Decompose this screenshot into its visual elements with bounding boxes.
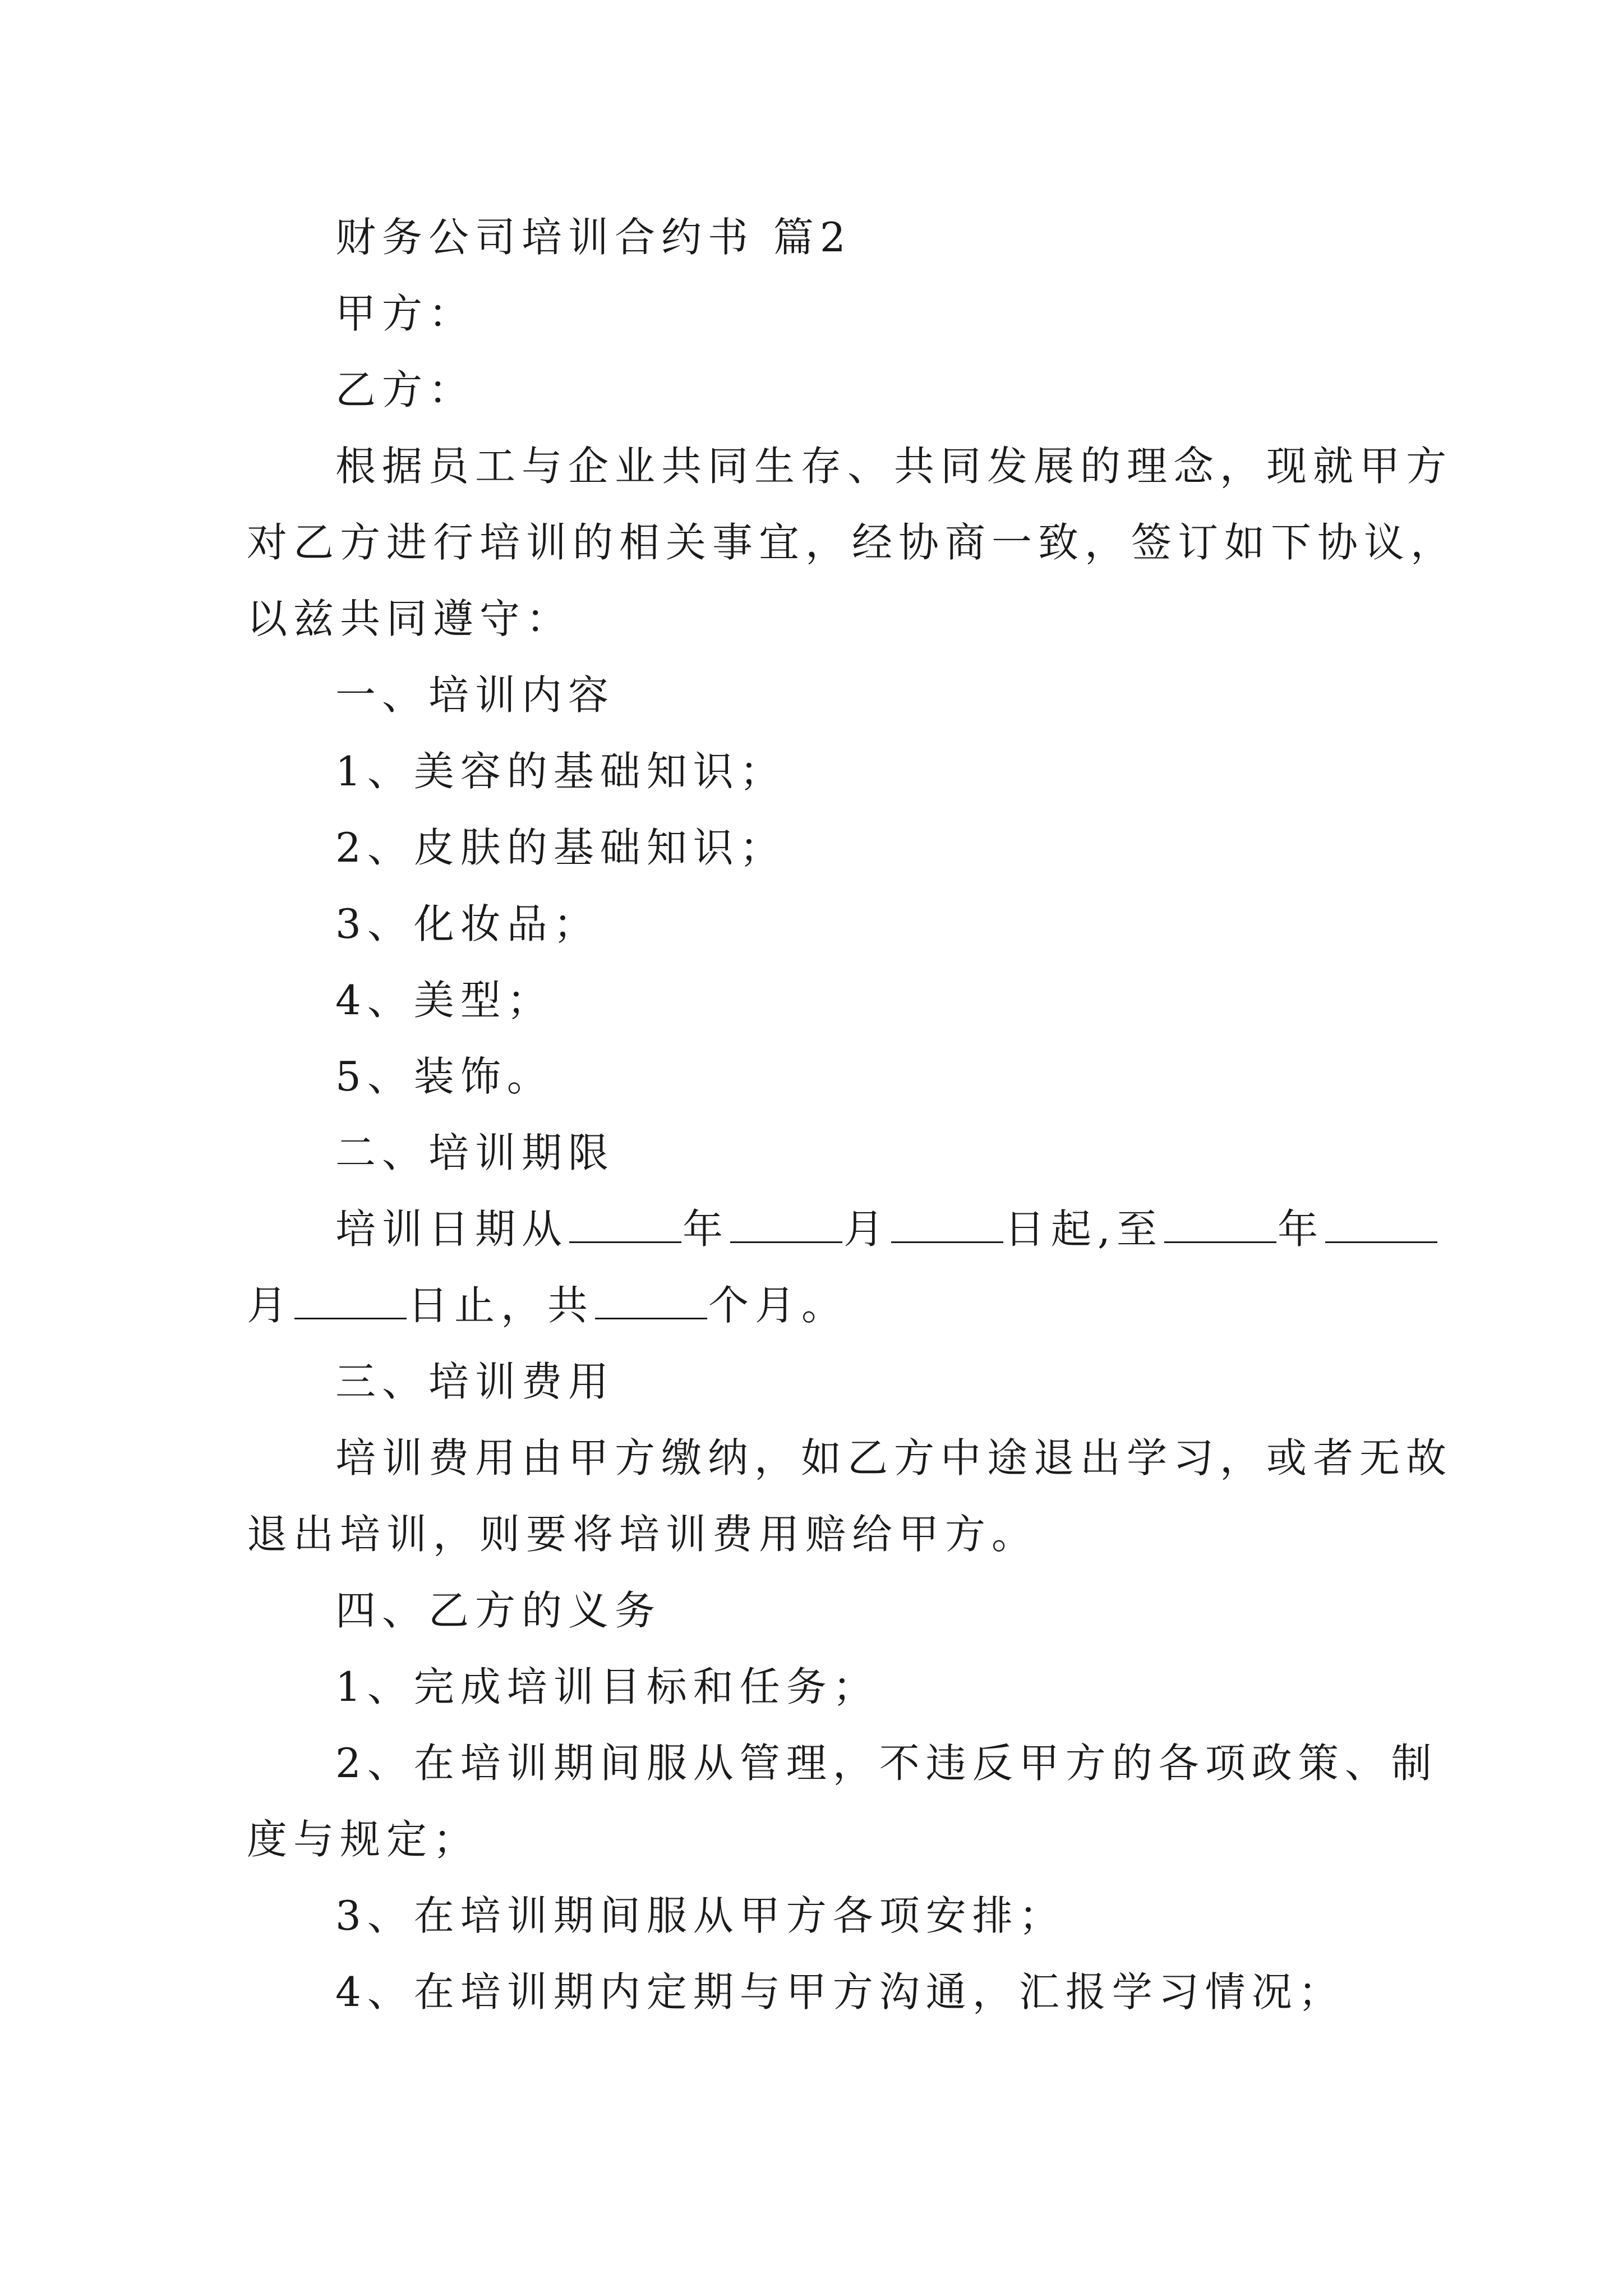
start-month-blank xyxy=(730,1201,842,1243)
months-suffix: 个月。 xyxy=(708,1282,849,1329)
period-prefix: 培训日期从 xyxy=(335,1205,569,1253)
year-label: 年 xyxy=(683,1205,730,1253)
party-a-label: 甲方： xyxy=(335,290,476,337)
obligation-item: 2、在培训期间服从管理，不违反甲方的各项政策、制 xyxy=(335,1740,1438,1787)
obligation-item: 3、在培训期间服从甲方各项安排； xyxy=(335,1892,1066,1939)
fees-paragraph-line: 退出培训，则要将培训费用赔给甲方。 xyxy=(247,1511,1039,1558)
day-to-label: 日止，共 xyxy=(408,1282,594,1329)
content-item: 1、美容的基础知识； xyxy=(335,748,786,795)
year-label: 年 xyxy=(1277,1205,1324,1253)
intro-paragraph-line: 对乙方进行培训的相关事宜，经协商一致，签订如下协议， xyxy=(247,519,1458,566)
obligation-item: 1、完成培训目标和任务； xyxy=(335,1663,879,1710)
period-line xyxy=(247,1191,1388,1267)
document-body xyxy=(247,199,1458,2030)
total-months-blank xyxy=(595,1277,707,1319)
end-month-blank xyxy=(1325,1201,1437,1243)
period-line xyxy=(247,1267,1388,1343)
month-label: 月 xyxy=(843,1205,891,1253)
day-from-label: 日起,至 xyxy=(1004,1205,1163,1253)
intro-paragraph-line: 根据员工与企业共同生存、共同发展的理念，现就甲方 xyxy=(335,443,1453,490)
section-heading-obligations: 四、乙方的义务 xyxy=(335,1587,662,1634)
obligation-item: 4、在培训期内定期与甲方沟通，汇报学习情况； xyxy=(335,1968,1345,2016)
document-title: 财务公司培训合约书 篇2 xyxy=(335,214,852,261)
month-label: 月 xyxy=(247,1282,294,1329)
fees-paragraph-line: 培训费用由甲方缴纳，如乙方中途退出学习，或者无故 xyxy=(335,1434,1453,1481)
start-day-blank xyxy=(891,1201,1003,1243)
content-item: 2、皮肤的基础知识； xyxy=(335,824,786,871)
section-heading-period: 二、培训期限 xyxy=(335,1129,615,1176)
end-day-blank xyxy=(294,1277,407,1319)
intro-paragraph-line: 以兹共同遵守： xyxy=(247,595,573,642)
end-year-blank xyxy=(1164,1201,1276,1243)
obligation-item-continued: 度与规定； xyxy=(247,1816,480,1863)
section-heading-fees: 三、培训费用 xyxy=(335,1358,615,1405)
content-item: 4、美型； xyxy=(335,977,554,1024)
section-heading-content: 一、培训内容 xyxy=(335,671,615,719)
content-item: 3、化妆品； xyxy=(335,900,600,947)
start-year-blank xyxy=(569,1201,681,1243)
content-item: 5、装饰。 xyxy=(335,1053,554,1100)
party-b-label: 乙方： xyxy=(335,366,476,413)
